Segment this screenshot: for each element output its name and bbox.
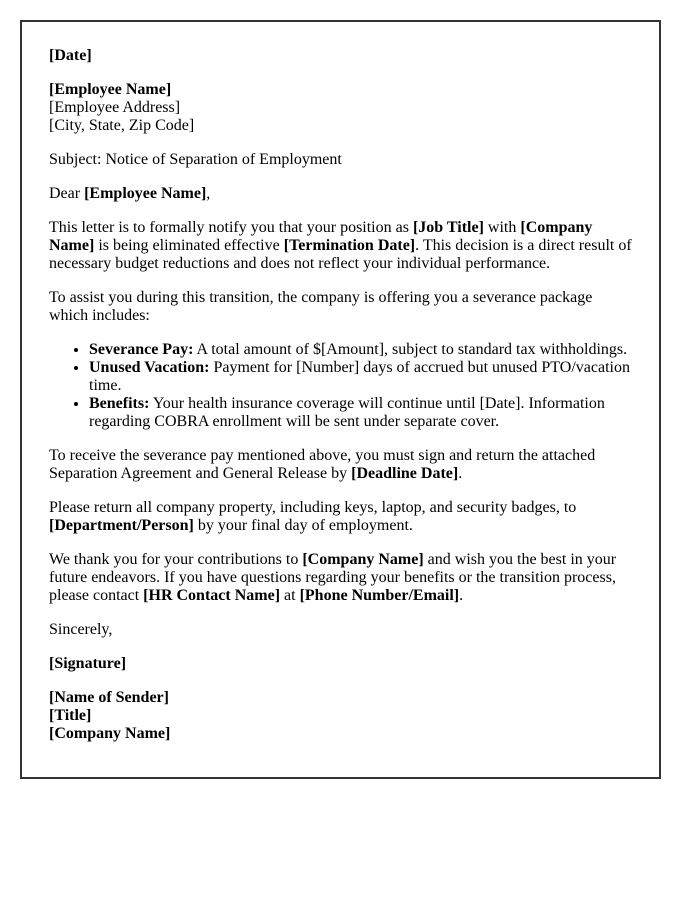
job-title-placeholder: [Job Title] xyxy=(412,219,484,236)
benefits-label: Benefits: xyxy=(89,395,150,412)
notice-text-1: This letter is to formally notify you that your position as xyxy=(49,219,413,236)
closing-line: Sincerely, xyxy=(49,621,113,638)
hr-contact-name-placeholder: [HR Contact Name] xyxy=(143,587,281,604)
sender-company: [Company Name] xyxy=(49,725,171,742)
notice-text-2: with xyxy=(483,219,521,236)
benefits-text: Your health insurance coverage will continue until [Date]. Information regarding COBRA enrollment will be sent under separate cover. xyxy=(89,395,605,430)
notice-text-3: is being eliminated effective xyxy=(94,237,284,254)
list-item-severance-pay xyxy=(89,341,633,359)
severance-pay-text: A total amount of $[Amount], subject to standard tax withholdings. xyxy=(193,341,628,358)
property-text-1: Please return all company property, including keys, laptop, and security badges, to xyxy=(49,499,577,516)
department-person-placeholder: [Department/Person] xyxy=(49,517,194,534)
thanks-text-2: and wish you the best in your future endeavors. If you have questions regarding your benefits or the transition process, please contact xyxy=(49,551,617,604)
severance-pay-label: Severance Pay: xyxy=(89,341,194,358)
agreement-text-2: . xyxy=(458,465,463,482)
list-item-unused-vacation xyxy=(89,359,633,395)
body-paragraph-transition: To assist you during this transition, the company is offering you a severance package which includes: xyxy=(49,289,593,324)
date-placeholder: [Date] xyxy=(49,47,92,64)
salutation-employee-name: [Employee Name] xyxy=(84,185,207,202)
list-item-benefits xyxy=(89,395,633,431)
sender-name: [Name of Sender] xyxy=(49,689,169,706)
body-paragraph-property xyxy=(49,499,633,535)
sender-title: [Title] xyxy=(49,707,92,724)
deadline-date-placeholder: [Deadline Date] xyxy=(351,465,459,482)
recipient-city-state-zip: [City, State, Zip Code] xyxy=(49,117,195,134)
thanks-company-name-placeholder: [Company Name] xyxy=(302,551,424,568)
thanks-text-4: . xyxy=(459,587,464,604)
salutation xyxy=(49,185,633,203)
agreement-text-1: To receive the severance pay mentioned above, you must sign and return the attached Separation Agreement and General Release by xyxy=(49,447,596,482)
severance-package-list xyxy=(49,341,633,431)
signature-line xyxy=(49,655,633,673)
sender-block xyxy=(49,689,633,743)
phone-number-email-placeholder: [Phone Number/Email] xyxy=(299,587,460,604)
recipient-block xyxy=(49,81,633,135)
termination-date-placeholder: [Termination Date] xyxy=(283,237,416,254)
notice-text-4: . This decision is a direct result of necessary budget reductions and does not reflect your individual performance. xyxy=(49,237,632,272)
unused-vacation-label: Unused Vacation: xyxy=(89,359,210,376)
recipient-address: [Employee Address] xyxy=(49,99,181,116)
company-name-placeholder: [Company Name] xyxy=(49,219,593,254)
salutation-prefix: Dear xyxy=(49,185,85,202)
salutation-suffix: , xyxy=(206,185,211,202)
signature-placeholder: [Signature] xyxy=(49,655,127,672)
thanks-text-1: We thank you for your contributions to xyxy=(49,551,303,568)
recipient-name: [Employee Name] xyxy=(49,81,172,98)
body-paragraph-agreement xyxy=(49,447,633,483)
subject-line: Subject: Notice of Separation of Employment xyxy=(49,151,342,168)
property-text-2: by your final day of employment. xyxy=(193,517,413,534)
date-line xyxy=(49,47,633,65)
body-paragraph-thanks xyxy=(49,551,633,605)
letter-document xyxy=(20,20,661,779)
thanks-text-3: at xyxy=(280,587,300,604)
body-paragraph-notice xyxy=(49,219,633,273)
unused-vacation-text: Payment for [Number] days of accrued but unused PTO/vacation time. xyxy=(89,359,630,394)
